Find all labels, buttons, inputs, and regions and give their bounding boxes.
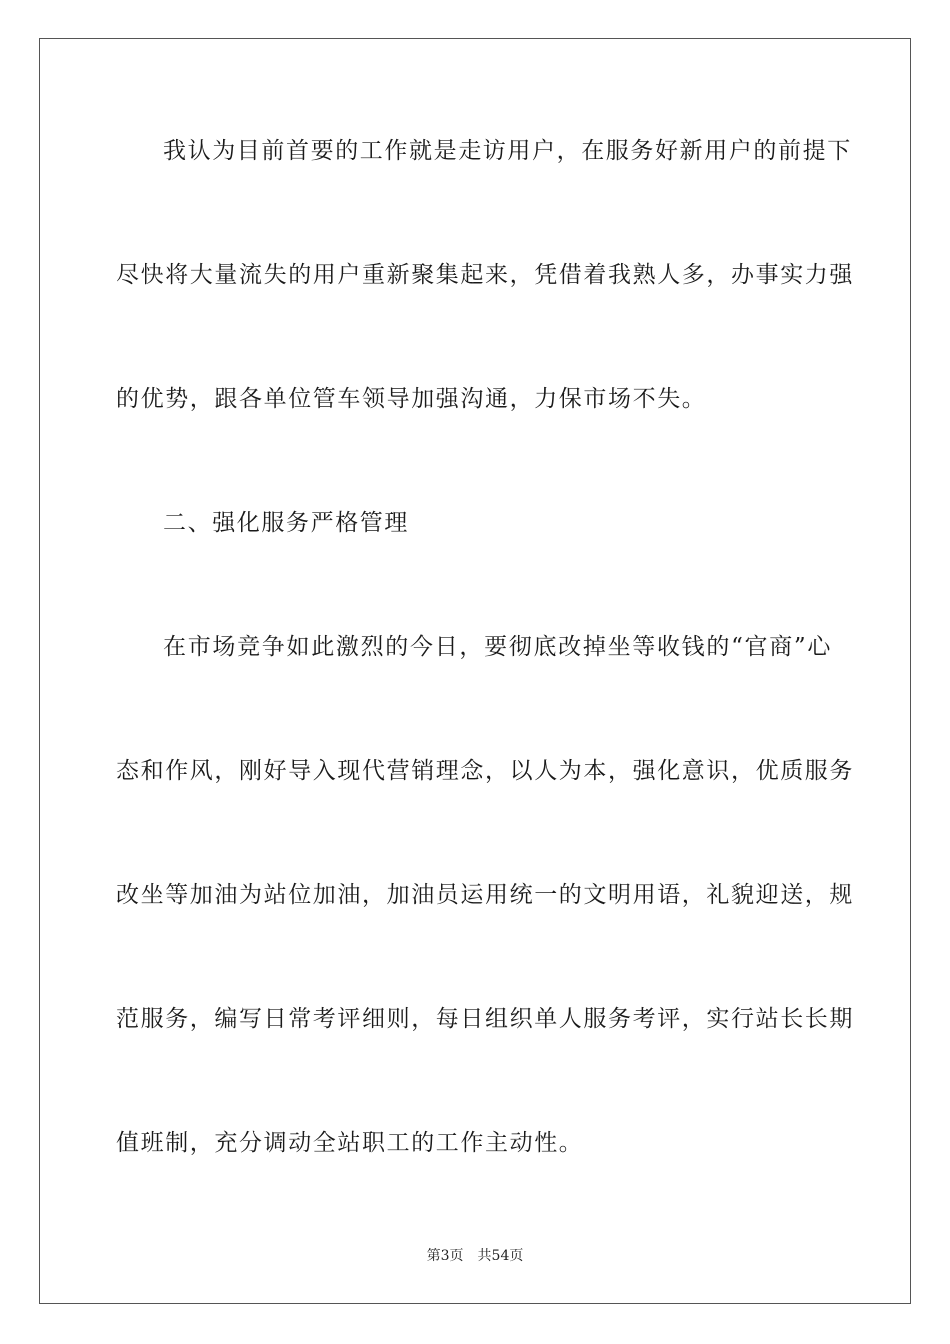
paragraph-2-line-3: 改坐等加油为站位加油，加油员运用统一的文明用语，礼貌迎送，规 [116, 882, 854, 908]
paragraph-2-line-2: 态和作风，刚好导入现代营销理念，以人为本，强化意识，优质服务 [116, 758, 854, 784]
paragraph-1-line-2: 尽快将大量流失的用户重新聚集起来，凭借着我熟人多，办事实力强 [116, 262, 854, 288]
paragraph-2-line-4: 范服务，编写日常考评细则，每日组织单人服务考评，实行站长长期 [116, 1006, 854, 1032]
paragraph-2-line-1: 在市场竞争如此激烈的今日，要彻底改掉坐等收钱的“官商”心 [163, 634, 832, 660]
section-heading: 二、强化服务严格管理 [163, 510, 409, 536]
page-footer [0, 1247, 950, 1265]
page-number: 第3页 [426, 1248, 464, 1264]
paragraph-2-line-5: 值班制，充分调动全站职工的工作主动性。 [116, 1130, 584, 1156]
total-pages: 共54页 [477, 1248, 524, 1264]
paragraph-1-line-3: 的优势，跟各单位管车领导加强沟通，力保市场不失。 [116, 386, 707, 412]
page-border [39, 38, 911, 1304]
paragraph-1-line-1: 我认为目前首要的工作就是走访用户，在服务好新用户的前提下 [163, 138, 852, 164]
